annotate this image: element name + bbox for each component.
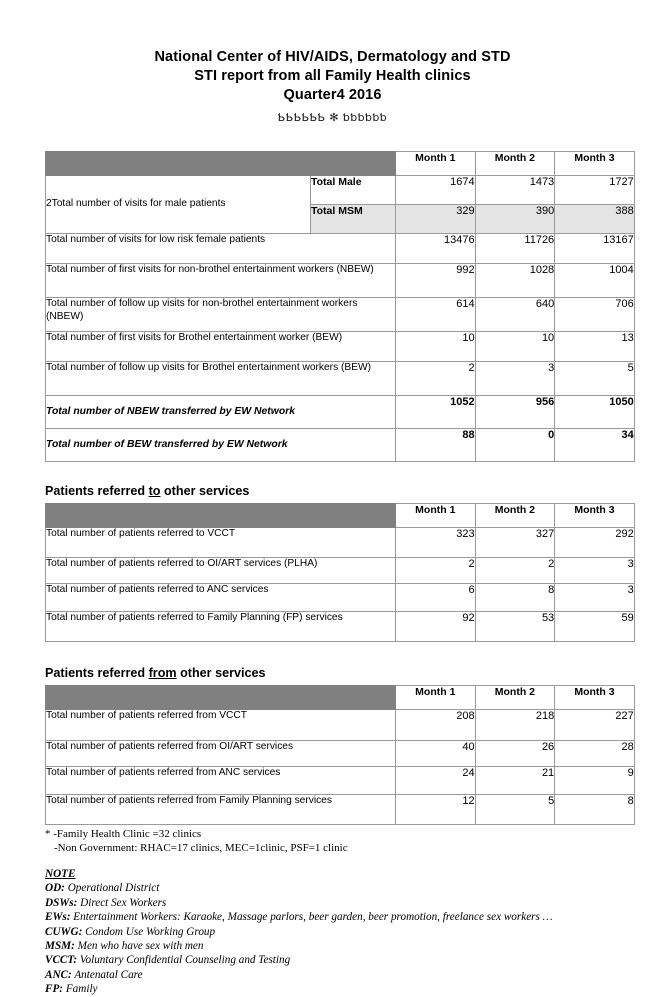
table-row: [46, 362, 635, 396]
table-row-summary: [46, 396, 635, 429]
row-value-m2: 8: [475, 584, 555, 612]
row-value-m2: 956: [475, 396, 555, 429]
row-label: Total number of patients referred from OI/ART services: [46, 741, 396, 767]
row-value-m3: 8: [555, 795, 635, 825]
row-value-m3: 3: [555, 558, 635, 584]
row-value-m1: 13476: [396, 234, 476, 264]
row-value-m1: 12: [396, 795, 476, 825]
row-value-m1: 323: [396, 528, 476, 558]
row-value-m2: 0: [475, 429, 555, 462]
row-value-m3: 34: [555, 429, 635, 462]
cell-total-male-m3: 1727: [555, 176, 635, 205]
title-line-1: National Center of HIV/AIDS, Dermatology and STD: [154, 49, 511, 65]
table-row: [46, 710, 635, 741]
table-row: [46, 795, 635, 825]
row-value-m3: 227: [555, 710, 635, 741]
column-header-month-3: Month 3: [555, 686, 635, 710]
row-value-m1: 2: [396, 362, 476, 396]
note-item: [45, 881, 620, 895]
row-value-m1: 992: [396, 264, 476, 298]
table-row-summary: [46, 429, 635, 462]
column-header-month-1: Month 1: [396, 504, 476, 528]
note-definition: Antenatal Care: [71, 968, 143, 981]
row-value-m1: 614: [396, 298, 476, 332]
note-term: DSWs:: [45, 896, 78, 909]
heading-text-underlined: to: [148, 484, 161, 498]
column-header-month-3: Month 3: [555, 152, 635, 176]
header-blank-label: [46, 152, 311, 176]
row-value-m3: 3: [555, 584, 635, 612]
table-row: [46, 612, 635, 642]
column-header-month-1: Month 1: [396, 686, 476, 710]
header-blank-label: [46, 504, 396, 528]
heading-text-pre: Patients referred: [45, 484, 149, 498]
row-value-m2: 53: [475, 612, 555, 642]
row-value-m3: 706: [555, 298, 635, 332]
row-value-m3: 28: [555, 741, 635, 767]
cell-total-male-m2: 1473: [475, 176, 555, 205]
cell-total-male-m1: 1674: [396, 176, 476, 205]
row-value-m3: 1004: [555, 264, 635, 298]
row-value-m2: 1028: [475, 264, 555, 298]
notes-block: [45, 867, 620, 997]
row-label: Total number of first visits for non-brothel entertainment workers (NBEW): [46, 264, 396, 298]
footnote-line-2: -Non Government: RHAC=17 clinics, MEC=1clinic, PSF=1 clinic: [54, 841, 348, 854]
row-value-m1: 1052: [396, 396, 476, 429]
row-label: Total number of patients referred to Family Planning (FP) services: [46, 612, 396, 642]
table-row: [46, 558, 635, 584]
document-header: [45, 0, 620, 125]
note-item: [45, 982, 620, 996]
note-term: EWs:: [45, 911, 71, 924]
row-value-m2: 10: [475, 332, 555, 362]
column-header-month-2: Month 2: [475, 152, 555, 176]
note-term: FP:: [45, 983, 64, 996]
cell-total-msm-m3: 388: [555, 205, 635, 234]
note-term: CUWG:: [45, 925, 83, 938]
table-row: [46, 741, 635, 767]
note-definition: Voluntary Confidential Counseling and Testing: [77, 954, 291, 967]
column-header-month-1: Month 1: [396, 152, 476, 176]
table-row: [46, 767, 635, 795]
row-label: Total number of patients referred from VCCT: [46, 710, 396, 741]
note-term: VCCT:: [45, 954, 78, 967]
row-value-m1: 208: [396, 710, 476, 741]
section-heading-referred-from: [45, 666, 620, 681]
table-row: [46, 298, 635, 332]
title-line-2: STI report from all Family Health clinics: [194, 68, 471, 84]
row-value-m2: 5: [475, 795, 555, 825]
note-definition: Condom Use Working Group: [82, 925, 216, 938]
footnote-line-1: * -Family Health Clinic =32 clinics: [45, 828, 202, 840]
row-value-m1: 24: [396, 767, 476, 795]
cell-total-msm-m2: 390: [475, 205, 555, 234]
table-row: [46, 234, 635, 264]
row-value-m2: 218: [475, 710, 555, 741]
row-value-m3: 59: [555, 612, 635, 642]
note-definition: Men who have sex with men: [74, 940, 204, 953]
row-value-m1: 40: [396, 741, 476, 767]
table-row: [46, 332, 635, 362]
note-item: [45, 896, 620, 910]
note-term: ANC:: [45, 968, 72, 981]
row-value-m1: 88: [396, 429, 476, 462]
heading-text-post: other services: [160, 484, 250, 498]
table-header-row: [46, 504, 635, 528]
row-label: Total number of follow up visits for non-brothel entertainment workers (NBEW): [46, 298, 396, 332]
row-value-m2: 21: [475, 767, 555, 795]
note-item: [45, 925, 620, 939]
row-label: Total number of BEW transferred by EW Network: [46, 429, 396, 462]
note-term: MSM:: [45, 940, 75, 953]
table-row: [46, 584, 635, 612]
note-item: [45, 939, 620, 953]
row-sublabel-total-msm: Total MSM: [311, 205, 396, 234]
column-header-month-2: Month 2: [475, 504, 555, 528]
table-row: [46, 528, 635, 558]
row-label: Total number of patients referred from Family Planning services: [46, 795, 396, 825]
section-heading-referred-to: [45, 484, 620, 499]
notes-title: NOTE: [45, 868, 76, 880]
row-value-m2: 327: [475, 528, 555, 558]
row-value-m1: 10: [396, 332, 476, 362]
heading-text-post: other services: [176, 666, 266, 680]
table-header-row: [46, 152, 635, 176]
note-item: [45, 910, 620, 924]
row-label: Total number of visits for low risk female patients: [46, 234, 396, 264]
row-label: Total number of patients referred to OI/ART services (PLHA): [46, 558, 396, 584]
row-value-m3: 13: [555, 332, 635, 362]
main-visits-table: [45, 151, 635, 462]
heading-text-underlined: from: [148, 666, 177, 680]
note-definition: Direct Sex Workers: [77, 896, 167, 909]
row-label: Total number of patients referred to ANC services: [46, 584, 396, 612]
note-item: [45, 953, 620, 967]
referred-from-table: [45, 685, 635, 825]
row-label: Total number of NBEW transferred by EW Network: [46, 396, 396, 429]
row-label: Total number of follow up visits for Brothel entertainment workers (BEW): [46, 362, 396, 396]
row-label-male-visits: 2Total number of visits for male patients: [46, 176, 311, 234]
row-value-m3: 1050: [555, 396, 635, 429]
row-value-m1: 2: [396, 558, 476, 584]
note-definition: Family: [63, 983, 98, 996]
title-line-3: Quarter4 2016: [283, 87, 382, 103]
row-label: Total number of patients referred from ANC services: [46, 767, 396, 795]
heading-text-pre: Patients referred: [45, 666, 149, 680]
row-label: Total number of patients referred to VCCT: [46, 528, 396, 558]
row-value-m2: 11726: [475, 234, 555, 264]
row-value-m3: 9: [555, 767, 635, 795]
row-value-m2: 26: [475, 741, 555, 767]
column-header-month-2: Month 2: [475, 686, 555, 710]
row-value-m1: 92: [396, 612, 476, 642]
table-row: [46, 264, 635, 298]
row-value-m1: 6: [396, 584, 476, 612]
note-term: OD:: [45, 882, 65, 895]
cell-total-msm-m1: 329: [396, 205, 476, 234]
row-value-m2: 2: [475, 558, 555, 584]
row-label: Total number of first visits for Brothel entertainment worker (BEW): [46, 332, 396, 362]
referred-to-table: [45, 503, 635, 642]
note-definition: Operational District: [64, 882, 160, 895]
table-row-male-total: [46, 176, 635, 205]
row-value-m3: 13167: [555, 234, 635, 264]
column-header-month-3: Month 3: [555, 504, 635, 528]
row-value-m2: 640: [475, 298, 555, 332]
row-value-m2: 3: [475, 362, 555, 396]
note-definition: Entertainment Workers: Karaoke, Massage parlors, beer garden, beer promotion, freelance sex workers …: [70, 911, 553, 924]
note-item: [45, 968, 620, 982]
ornamental-divider: ƄƄƄƄƄƄ ✻ ƅƅƅƅƅƅ: [277, 111, 388, 124]
row-value-m3: 292: [555, 528, 635, 558]
table-header-row: [46, 686, 635, 710]
header-blank-label: [46, 686, 396, 710]
header-blank-sub: [311, 152, 396, 176]
footnote-block: [45, 828, 620, 855]
row-value-m3: 5: [555, 362, 635, 396]
row-sublabel-total-male: Total Male: [311, 176, 396, 205]
